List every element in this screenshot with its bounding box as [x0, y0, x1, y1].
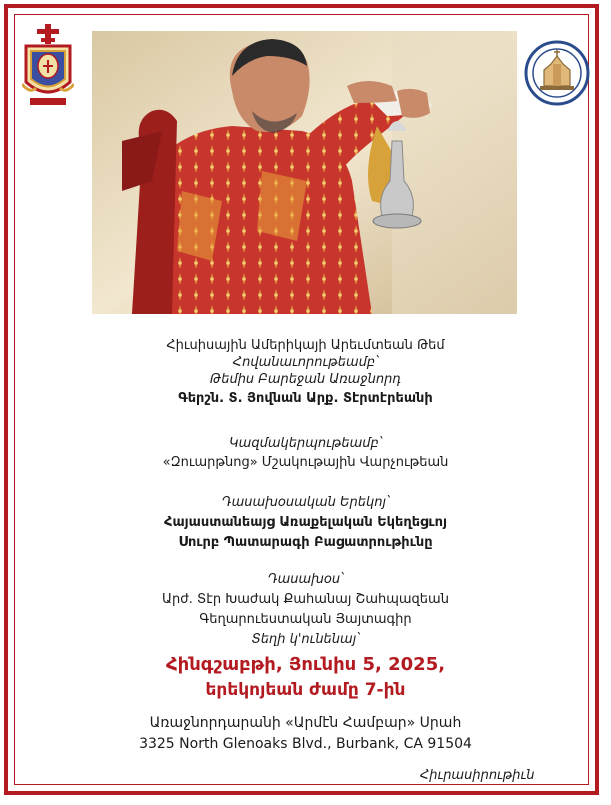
lecture-block	[0, 494, 611, 551]
event-date: Հինգշաբթի, Յունիս 5, 2025,	[165, 654, 446, 675]
schedule-block	[0, 654, 611, 701]
venue-name: Առաջնորդարանի «Արմէն Համբար» Սրահ	[149, 715, 462, 731]
speaker-name: Արժ. Տէր Խաժակ Քահանայ Շահպազեան	[162, 592, 449, 607]
priest-photo	[92, 31, 517, 314]
lecture-label: Դասախօսական Երեկոյ՝	[221, 495, 390, 510]
speaker-block	[0, 571, 611, 648]
organizer-name: «Զուարթնոց» Մշակութային Վարչութեան	[162, 455, 449, 470]
diocese-name: Հիւսիսային Ամերիկայի Արեւմտեան Թեմ	[166, 338, 445, 353]
organizer-block	[0, 435, 611, 471]
organizer-label: Կազմակերպութեամբ՝	[229, 436, 382, 451]
diocese-block	[0, 337, 611, 407]
venue-address: 3325 North Glenoaks Blvd., Burbank, CA 91504	[139, 736, 472, 752]
diocese-crest-icon	[22, 24, 74, 108]
lecture-title-1: Հայաստանեայց Առաքելական Եկեղեցւոյ	[163, 515, 448, 530]
program-note: Գեղարուեստական Յայտագիր	[199, 612, 412, 627]
reception-note: Հիւրասիրութիւն	[420, 768, 535, 783]
schedule-label: Տեղի կ'ունենայ՝	[251, 632, 360, 647]
venue-block	[0, 714, 611, 754]
primate-name: Գերշն. Տ. Յովնան Արք. Տէրտէրեանի	[178, 391, 433, 406]
lecture-title-2: Սուրբ Պատարագի Բացատրութիւնը	[178, 535, 433, 550]
speaker-label: Դասախօս՝	[267, 572, 344, 587]
cathedral-seal-icon	[524, 40, 590, 106]
primate-title: Թեմիս Բարեջան Առաջնորդ	[210, 372, 401, 387]
event-time: երեկոյեան ժամը 7-ին	[205, 680, 406, 700]
patronage-label: Հովանաւորութեամբ՝	[232, 355, 379, 370]
